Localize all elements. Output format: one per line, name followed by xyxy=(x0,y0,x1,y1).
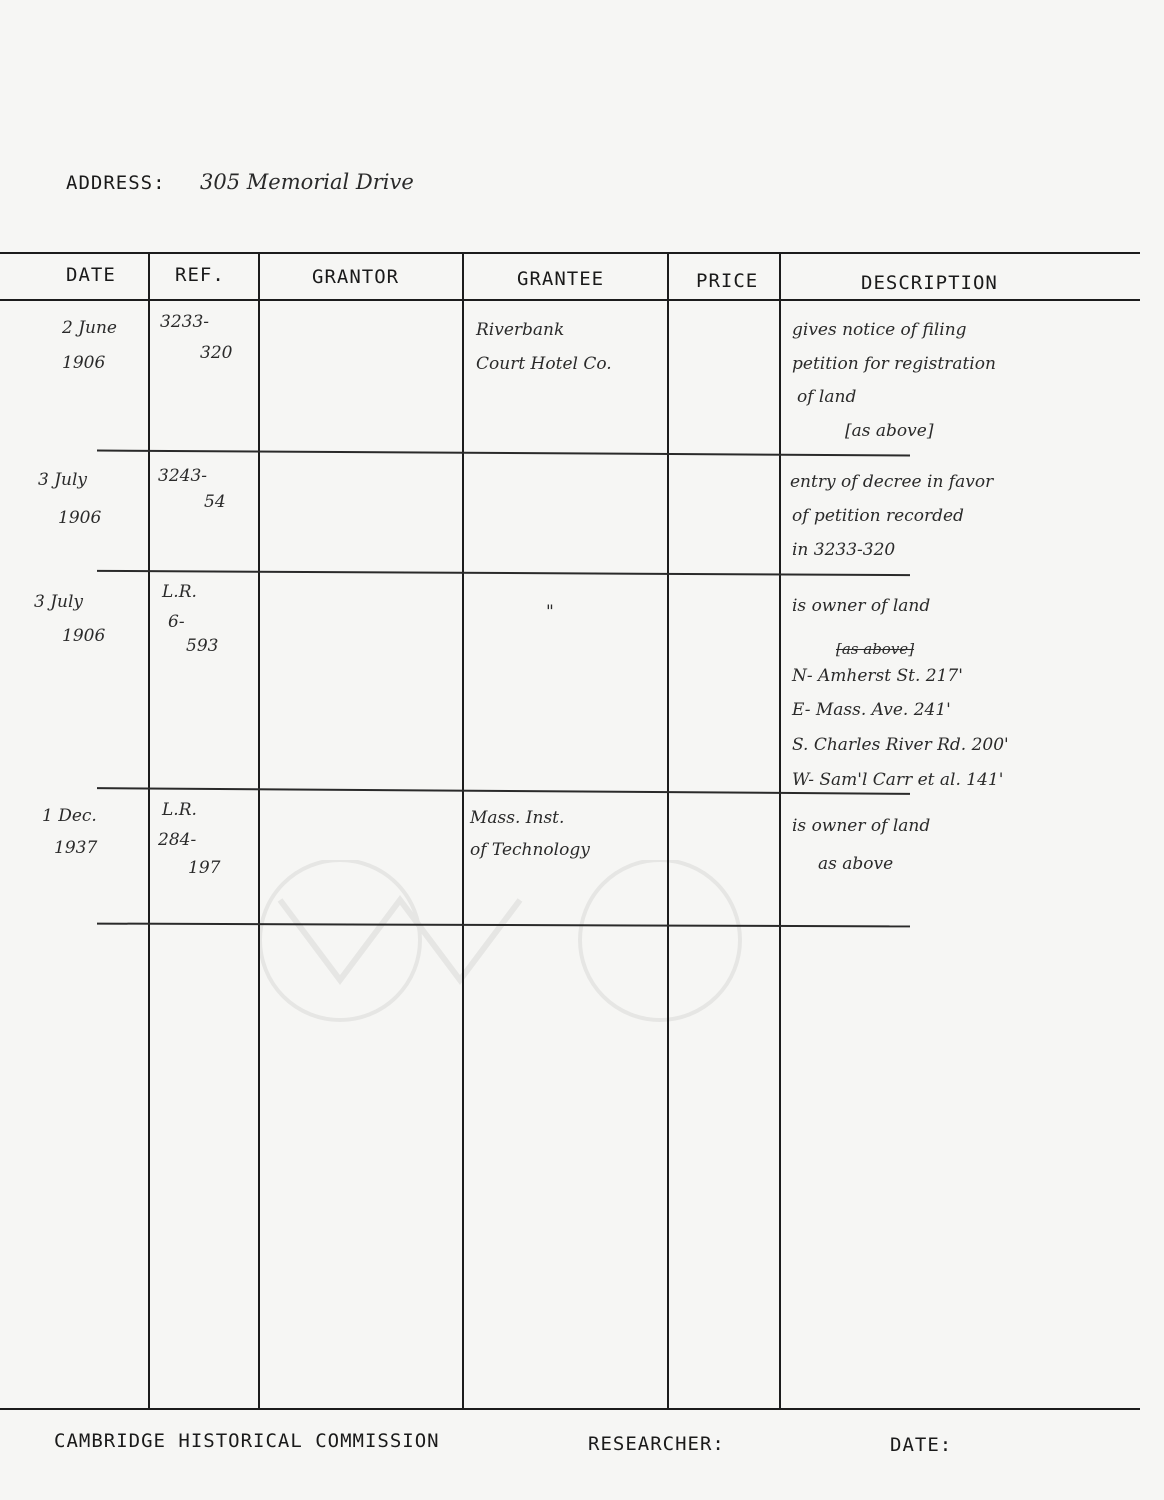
entry-date: 1 Dec. xyxy=(42,806,97,826)
entry-description-line: in 3233-320 xyxy=(792,540,896,560)
column-header-grantee: GRANTEE xyxy=(517,268,605,290)
row-separator-1 xyxy=(97,450,910,456)
column-header-grantor: GRANTOR xyxy=(312,266,400,288)
entry-grantee: Riverbank xyxy=(476,320,565,340)
column-divider-grantor-grantee xyxy=(462,253,464,1408)
table-top-border xyxy=(0,252,1140,254)
column-divider-date-ref xyxy=(148,253,150,1408)
entry-grantee-cont: Court Hotel Co. xyxy=(476,354,612,374)
entry-description-line: petition for registration xyxy=(792,354,996,374)
column-divider-ref-grantor xyxy=(258,253,260,1408)
entry-ref: 3233- xyxy=(160,312,210,332)
entry-ref: 3243- xyxy=(158,466,208,486)
entry-date: 2 June xyxy=(62,318,117,338)
entry-ref-page: 320 xyxy=(200,343,233,363)
entry-description-line: E- Mass. Ave. 241' xyxy=(792,700,951,720)
table-bottom-border xyxy=(0,1408,1140,1410)
date-label: DATE: xyxy=(890,1434,953,1456)
entry-year: 1906 xyxy=(62,626,106,646)
column-header-price: PRICE xyxy=(696,270,759,292)
entry-description-line: gives notice of filing xyxy=(792,320,967,340)
entry-description-line: is owner of land xyxy=(792,816,931,836)
entry-grantee-cont: of Technology xyxy=(470,840,590,860)
column-header-ref: REF. xyxy=(175,264,225,286)
entry-ref-page-cont: 593 xyxy=(186,636,219,656)
entry-ref-page: 6- xyxy=(168,612,185,632)
entry-description-line: of land xyxy=(797,387,857,407)
entry-date: 3 July xyxy=(34,592,84,612)
entry-year: 1937 xyxy=(54,838,98,858)
header-bottom-border xyxy=(0,299,1140,301)
entry-ref-page: 54 xyxy=(204,492,226,512)
entry-description-line: S. Charles River Rd. 200' xyxy=(792,735,1009,755)
address-label: ADDRESS: xyxy=(66,172,166,194)
column-header-date: DATE xyxy=(66,264,116,286)
column-header-description: DESCRIPTION xyxy=(861,272,998,294)
entry-year: 1906 xyxy=(62,353,106,373)
entry-description-line: W- Sam'l Carr et al. 141' xyxy=(792,770,1004,790)
entry-description-line: [as above] xyxy=(836,640,915,658)
entry-description-line: N- Amherst St. 217' xyxy=(792,666,963,686)
entry-ref: L.R. xyxy=(162,582,197,602)
entry-description-line: of petition recorded xyxy=(792,506,964,526)
entry-description-line: [as above] xyxy=(845,421,934,441)
column-divider-grantee-price xyxy=(667,253,669,1408)
commission-name: CAMBRIDGE HISTORICAL COMMISSION xyxy=(54,1430,440,1452)
researcher-label: RESEARCHER: xyxy=(588,1433,725,1455)
entry-date: 3 July xyxy=(38,470,88,490)
paper-watermark xyxy=(40,860,1120,1120)
entry-ref-page-cont: 197 xyxy=(188,858,221,878)
row-separator-3 xyxy=(97,787,910,794)
entry-grantee-ditto: " xyxy=(546,602,554,622)
entry-description-line: entry of decree in favor xyxy=(790,472,994,492)
entry-ref: L.R. xyxy=(162,800,197,820)
entry-year: 1906 xyxy=(58,508,102,528)
entry-description-line: as above xyxy=(818,854,894,874)
address-value: 305 Memorial Drive xyxy=(200,170,414,194)
entry-grantee: Mass. Inst. xyxy=(470,808,565,828)
entry-ref-page: 284- xyxy=(158,830,197,850)
entry-description-line: is owner of land xyxy=(792,596,931,616)
row-separator-2 xyxy=(97,570,910,576)
column-divider-price-description xyxy=(779,253,781,1408)
